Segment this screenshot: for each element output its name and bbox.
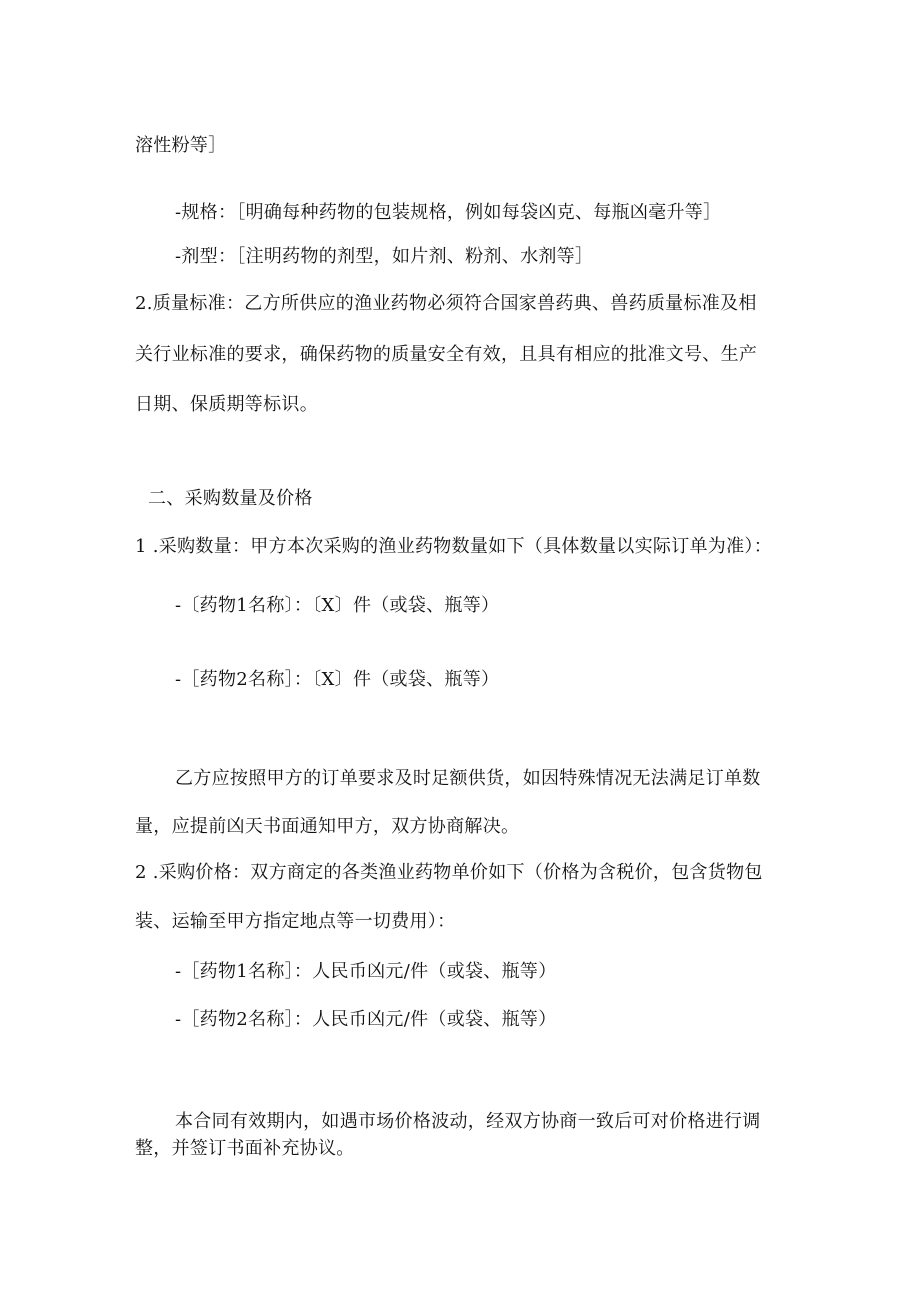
text-line-3: -剂型：［注明药物的剂型，如片剂、粉剂、水剂等］ <box>175 246 594 267</box>
text-line-10: -［药物2名称］：〔X〕件（或袋、瓶等） <box>175 669 500 690</box>
text-line-15: -［药物1名称］：人民币凶元/件（或袋、瓶等） <box>175 961 557 982</box>
text-line-16: -［药物2名称］：人民币凶元/件（或袋、瓶等） <box>175 1009 557 1030</box>
text-line-2: -规格：［明确每种药物的包装规格，例如每袋凶克、每瓶凶毫升等］ <box>175 202 722 223</box>
text-line-18: 整，并签订书面补充协议。 <box>135 1138 355 1159</box>
text-line-17: 本合同有效期内，如遇市场价格波动，经双方协商一致后可对价格进行调 <box>175 1111 761 1132</box>
text-line-11: 乙方应按照甲方的订单要求及时足额供货，如因特殊情况无法满足订单数 <box>175 768 761 789</box>
text-line-12: 量，应提前凶天书面通知甲方，双方协商解决。 <box>135 816 520 837</box>
text-line-9: -〔药物1名称〕：〔X〕件（或袋、瓶等） <box>175 595 500 616</box>
text-line-5: 关行业标准的要求，确保药物的质量安全有效，且具有相应的批准文号、生产 <box>135 344 758 365</box>
text-line-8: 1 .采购数量：甲方本次采购的渔业药物数量如下（具体数量以实际订单为准）： <box>135 536 772 557</box>
text-line-13: 2 .采购价格：双方商定的各类渔业药物单价如下（价格为含税价，包含货物包 <box>135 862 763 883</box>
section-heading: 二、采购数量及价格 <box>148 488 313 509</box>
text-line-14: 装、运输至甲方指定地点等一切费用）： <box>135 911 456 932</box>
text-line-6: 日期、保质期等标识。 <box>135 394 318 415</box>
text-line-1: 溶性粉等］ <box>135 135 227 156</box>
text-line-4: 2.质量标准：乙方所供应的渔业药物必须符合国家兽药典、兽药质量标准及相 <box>135 293 757 314</box>
